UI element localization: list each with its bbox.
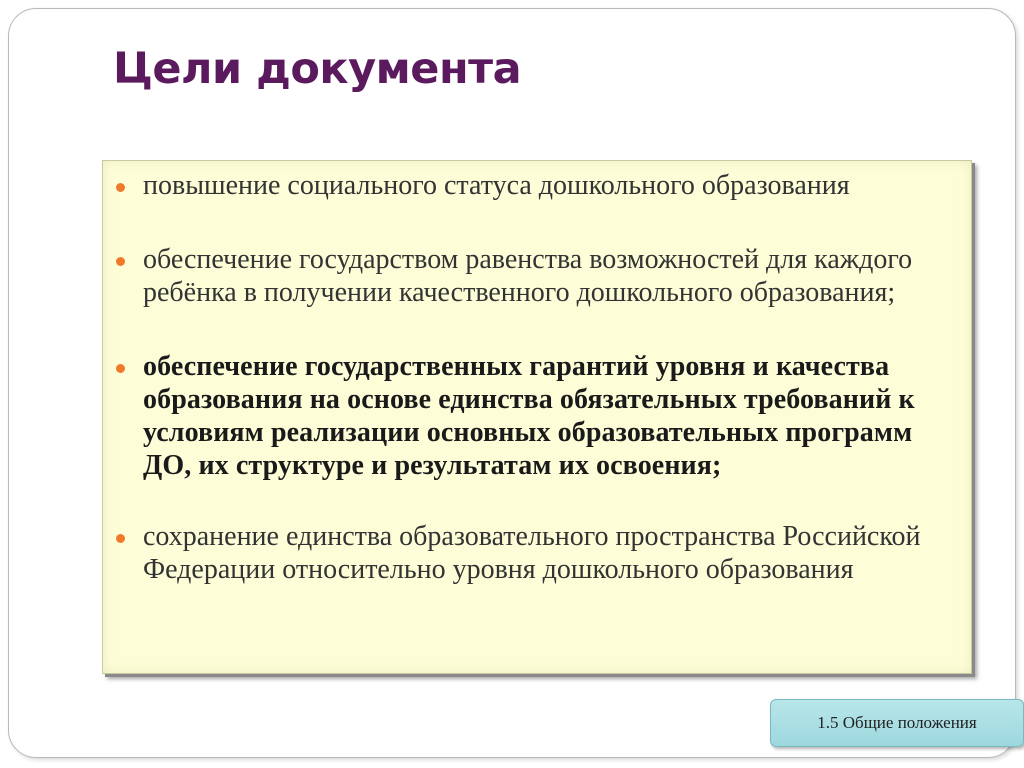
bullet-dot-icon: [116, 534, 125, 543]
bullet-text: повышение социального статуса дошкольного образования: [143, 170, 850, 201]
bullet-dot-icon: [116, 183, 125, 192]
bullet-item: [103, 520, 923, 586]
bullet-text: сохранение единства образовательного пространства Российской Федерации относительно уровня дошкольного образования: [143, 521, 921, 585]
bullet-item: [103, 243, 923, 309]
bullet-item: [103, 169, 923, 202]
bullet-item-bold: [103, 350, 923, 482]
bullet-text: обеспечение государством равенства возможностей для каждого ребёнка в получении качественного дошкольного образования;: [143, 244, 913, 308]
bullet-dot-icon: [116, 257, 125, 266]
bullet-dot-icon: [116, 364, 125, 373]
section-badge[interactable]: 1.5 Общие положения: [770, 699, 1024, 747]
content-box: [102, 160, 972, 674]
bullet-text: обеспечение государственных гарантий уровня и качества образования на основе единства обязательных требований к условиям реализации основных образовательных программ ДО, их структуре и результатам их освоения;: [143, 351, 915, 481]
slide-title: Цели документа: [113, 44, 522, 94]
